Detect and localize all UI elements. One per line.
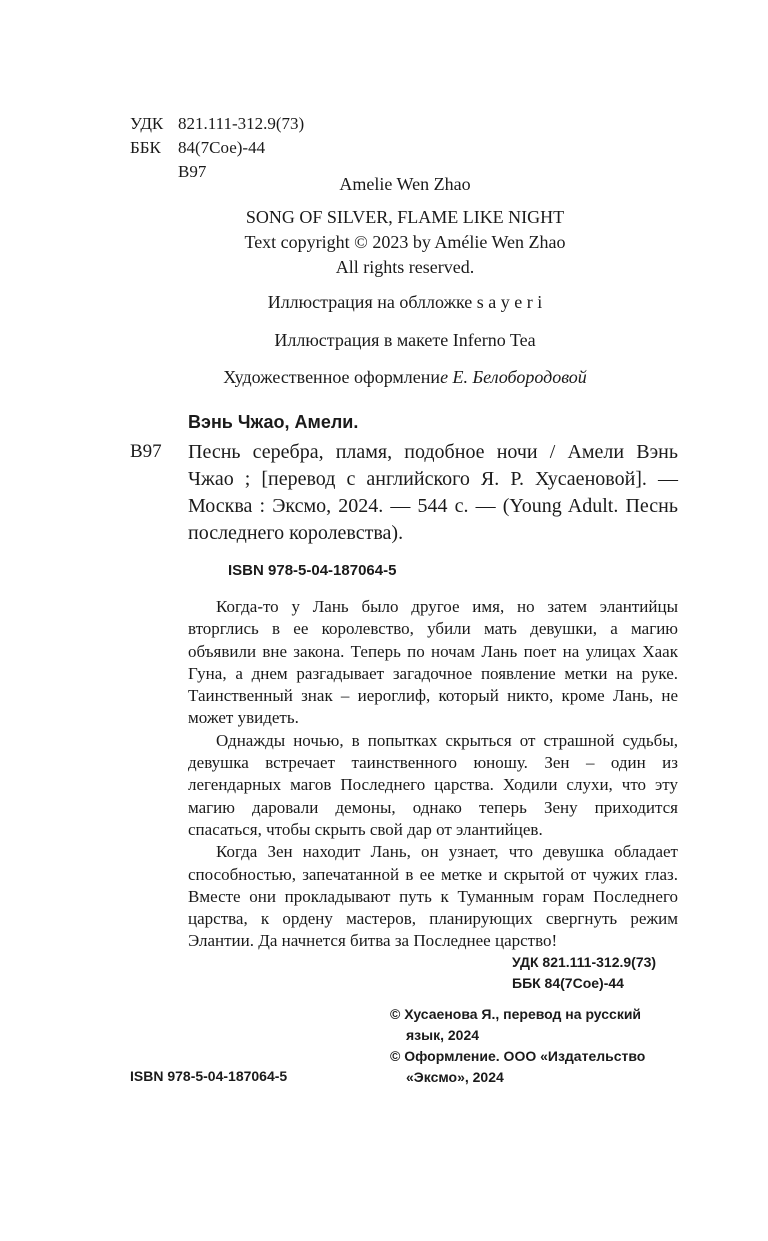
bibliographic-description: Песнь серебра, пламя, подобное ночи / Амели Вэнь Чжао ; [перевод с английского Я. Р. Хусаеновой]. — Москва : Эксмо, 2024. — 544 с. — (Young Adult. Песнь последнего королевства).	[188, 441, 678, 544]
udk-label: УДК	[130, 114, 164, 133]
isbn-footer: ISBN 978-5-04-187064-5	[130, 1068, 288, 1084]
title-en: SONG OF SILVER, FLAME LIKE NIGHT	[245, 207, 565, 227]
copyright-en: Text copyright © 2023 by Amélie Wen Zhao	[244, 232, 566, 252]
udk-code: УДК 821.111-312.9(73)	[512, 954, 657, 970]
bbk-value: 84(7Сое)-44	[178, 138, 266, 157]
annotation-paragraph-3: Когда Зен находит Лань, он узнает, что девушка обладает способностью, запечатанной в ее метке и скрытой от чужих глаз. Вместе они прокладывают путь к Туманным горам Последнего царства, к ордену мастеров, планирующих свергнуть режим Элантии. Да начнется битва за Последнее царство!	[188, 842, 678, 951]
udk-value: 821.111-312.9(73)	[178, 114, 305, 133]
bbk-code: ББК 84(7Сое)-44	[512, 975, 624, 991]
author-heading: Вэнь Чжао, Амели.	[188, 412, 359, 432]
copyright-translation-line-2: язык, 2024	[406, 1027, 480, 1043]
copyright-design-line-1: © Оформление. ООО «Издательство	[390, 1048, 646, 1064]
bbk-line	[130, 136, 265, 160]
annotation-paragraph-2: Однажды ночью, в попытках скрыться от страшной судьбы, девушка встречает таинственного юношу. Зен – один из легендарных магов Последнего царства. Ходили слухи, что эту магию даровали демоны, однако теперь Зену приходится спасаться, чтобы скрыть свой дар от элантийцев.	[188, 730, 678, 839]
rights-reserved: All rights reserved.	[335, 257, 475, 277]
annotation	[188, 596, 678, 953]
art-design-name: е Е. Белобородовой	[440, 367, 587, 387]
isbn-record: ISBN 978-5-04-187064-5	[228, 562, 397, 579]
udk-line	[130, 112, 304, 136]
author-mark: В97	[130, 441, 162, 462]
copyright-design-line-2: «Эксмо», 2024	[406, 1069, 504, 1085]
copyright-translation-line-1: © Хусаенова Я., перевод на русский	[390, 1006, 642, 1022]
author-en: Amelie Wen Zhao	[339, 174, 471, 194]
layout-illustration: Иллюстрация в макете Inferno Tea	[274, 330, 536, 350]
cover-illustration: Иллюстрация на облложке s a y e r i	[267, 292, 543, 312]
copyright-block	[390, 1004, 690, 1088]
art-design	[160, 364, 650, 390]
art-design-prefix: Художественное оформлени	[223, 367, 441, 387]
annotation-paragraph-1: Когда-то у Лань было другое имя, но затем элантийцы вторглись в ее королевство, убили мать девушки, а магию объявили вне закона. Теперь по ночам Лань поет на улицах Хаак Гуна, а днем разгадывает загадочное появление метки на руке. Таинственный знак – иероглиф, который никто, кроме Лань, не может увидеть.	[188, 597, 678, 728]
bbk-label: ББК	[130, 138, 161, 157]
author-mark-top: В97	[178, 162, 207, 181]
